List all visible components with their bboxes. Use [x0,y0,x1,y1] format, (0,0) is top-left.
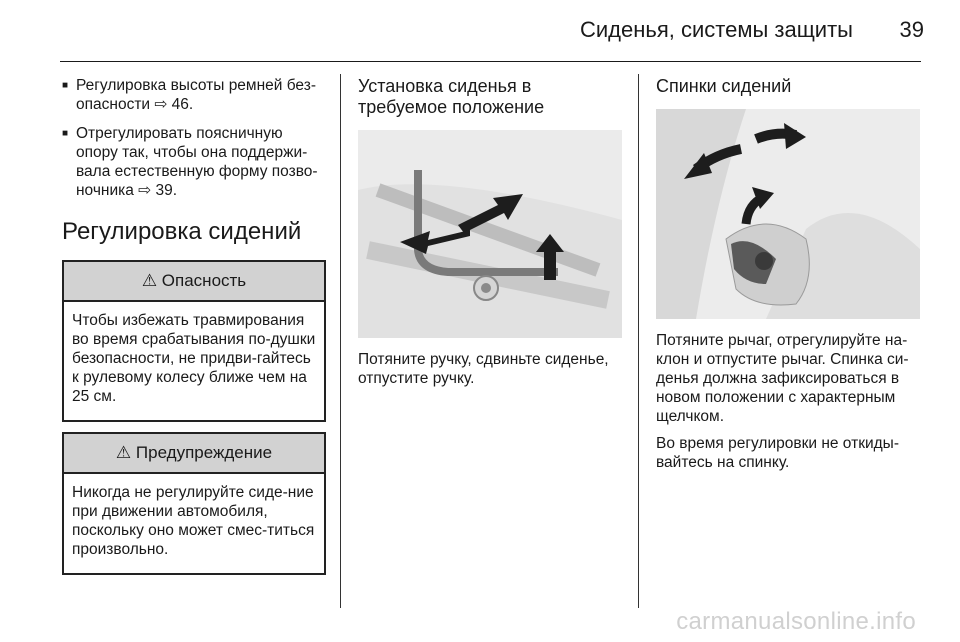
header-divider [60,61,921,62]
seatback-instructions [656,331,922,472]
section-heading: Регулировка сидений [62,218,302,245]
seatback-heading: Спинки сидений [656,76,792,96]
seat-position-caption: Потяните ручку, сдвиньте сиденье, отпустите ручку. [358,351,609,387]
danger-text: Чтобы избежать травмирования во время срабатывания по-душки безопасности, не придви-гайтесь к рулевому колесу ближе чем на 25 см. [72,312,316,405]
warning-text: Никогда не регулируйте сиде-ние при движении автомобиля, поскольку оно может смес-титься произвольно. [72,484,315,558]
list-item: ■ Регулировка высоты ремней без-опасности ⇨ 46. [62,76,326,114]
seatback-illustration [656,109,920,319]
warning-header [64,434,324,474]
danger-header [64,262,324,302]
page-number: 39 [899,17,924,42]
seat-position-heading: Установка сиденья в требуемое положение [358,76,545,117]
left-column [62,76,326,585]
instruction-paragraph: Во время регулировки не откиды-вайтесь на спинку. [656,435,899,471]
warning-triangle-icon: ⚠ [141,271,158,290]
warning-box [62,432,326,575]
danger-box [62,260,326,422]
warning-triangle-icon: ⚠ [115,443,132,462]
watermark: carmanualsonline.info [676,608,916,635]
right-column [656,76,922,480]
instruction-paragraph: Потяните рычаг, отрегулируйте на-клон и отпустите рычаг. Спинка си-денья должна зафиксироваться в новом положении с характерным щелчком. [656,332,909,425]
page-title: Сиденья, системы защиты [579,17,853,42]
danger-title: Опасность [161,271,247,290]
bullet-list [62,76,326,200]
middle-column [358,76,622,388]
column-divider-1 [340,74,341,608]
list-item: ■ Отрегулировать поясничную опору так, чтобы она поддержи-вала естественную форму позво-ночника ⇨ 39. [62,124,326,200]
warning-title: Предупреждение [135,443,273,462]
column-divider-2 [638,74,639,608]
seat-rail-illustration [358,130,622,338]
